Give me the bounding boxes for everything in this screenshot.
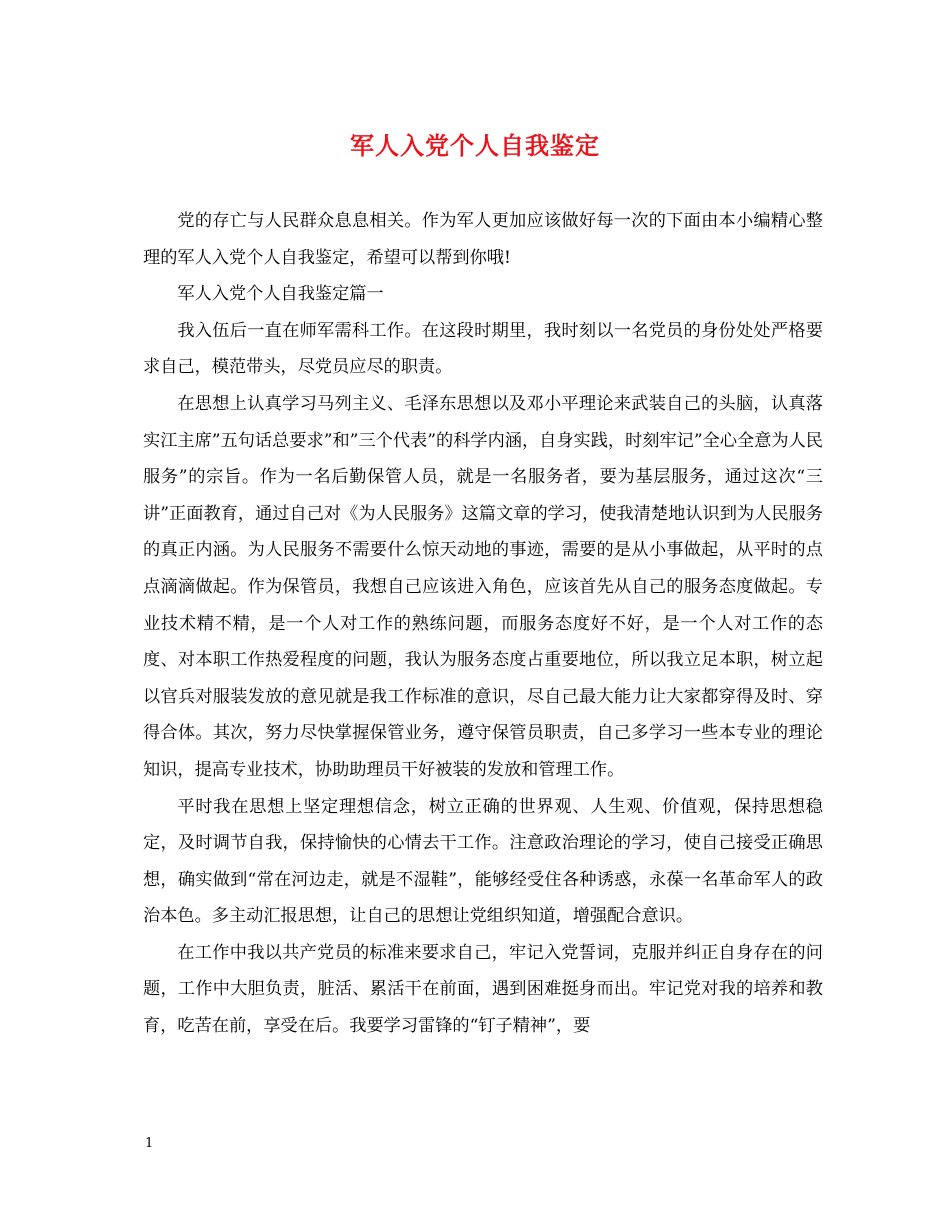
page-number: 1 [145, 1136, 154, 1151]
body-paragraph-2: 在思想上认真学习马列主义、毛泽东思想以及邓小平理论来武装自己的头脑，认真落实江主席”五句话总要求”和”三个代表”的科学内涵，自身实践，时刻牢记”全心全意为人民服务”的宗旨。作为一名后勤保管人员，就是一名服务者，要为基层服务，通过这次“三讲”正面教育，通过自己对《为人民服务》这篇文章的学习，使我清楚地认识到为人民服务的真正内涵。为人民服务不需要什么惊天动地的事迹，需要的是从小事做起，从平时的点点滴滴做起。作为保管员，我想自己应该进入角色，应该首先从自己的服务态度做起。专业技术精不精，是一个人对工作的熟练问题，而服务态度好不好，是一个人对工作的态度、对本职工作热爱程度的问题，我认为服务态度占重要地位，所以我立足本职，树立起以官兵对服装发放的意见就是我工作标准的意识，尽自己最大能力让大家都穿得及时、穿得合体。其次，努力尽快掌握保管业务，遵守保管员职责，自己多学习一些本专业的理论知识，提高专业技术，协助助理员干好被装的发放和管理工作。 [143, 393, 823, 780]
body-paragraph-3: 平时我在思想上坚定理想信念，树立正确的世界观、人生观、价值观，保持思想稳定，及时调节自我，保持愉快的心情去干工作。注意政治理论的学习，使自己接受正确思想，确实做到“常在河边走，就是不湿鞋”，能够经受住各种诱惑，永葆一名革命军人的政治本色。多主动汇报思想，让自己的思想让党组织知道，增强配合意识。 [143, 796, 823, 927]
document-title: 军人入党个人自我鉴定 [350, 131, 600, 160]
intro-paragraph: 党的存亡与人民群众息息相关。作为军人更加应该做好每一次的下面由本小编精心整理的军人入党个人自我鉴定，希望可以帮到你哦! [143, 211, 823, 268]
body-paragraph-1: 我入伍后一直在师军需科工作。在这段时期里，我时刻以一名党员的身份处处严格要求自己，模范带头，尽党员应尽的职责。 [143, 320, 823, 378]
document-body [143, 203, 823, 1045]
section-heading: 军人入党个人自我鉴定篇一 [177, 284, 384, 305]
body-paragraph-4: 在工作中我以共产党员的标准来要求自己，牢记入党誓词，克服并纠正自身存在的问题，工作中大胆负责，脏活、累活干在前面，遇到困难挺身而出。牢记党对我的培养和教育，吃苦在前，享受在后。我要学习雷锋的“钉子精神”，要 [143, 942, 823, 1037]
